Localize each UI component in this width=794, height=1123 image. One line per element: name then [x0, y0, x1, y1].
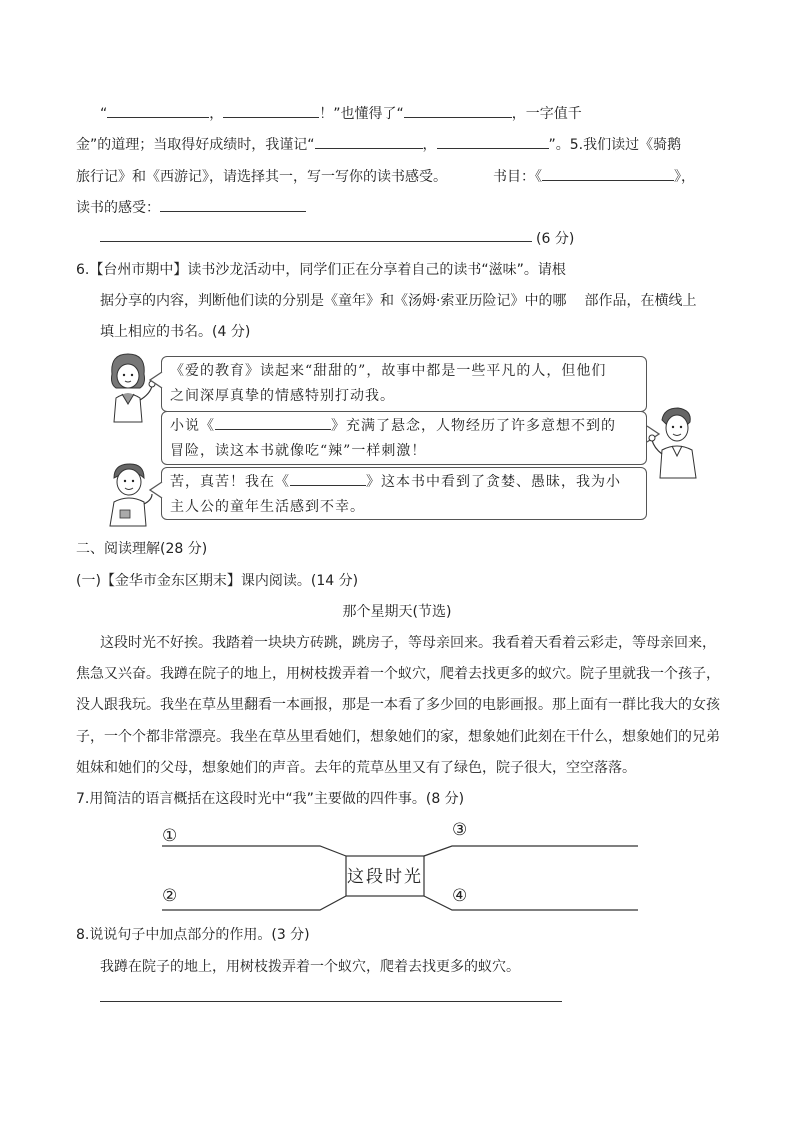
speech-bubble-2: 小说《 》充满了悬念，人物经历了许多意想不到的 冒险，读这本书就像吃“辣”一样刺激！	[161, 411, 647, 465]
answer-blank[interactable]	[437, 134, 549, 149]
q5-feeling-line: 读书的感受：	[76, 197, 306, 218]
q5-score: (6 分)	[536, 231, 575, 247]
bubble-2-blank[interactable]	[215, 415, 331, 430]
q4-line1: “ ， ！”也懂得了“ ，一字值千	[100, 103, 582, 124]
answer-blank[interactable]	[315, 134, 423, 149]
bubble-1-tail	[148, 370, 164, 390]
question-7: 7.用简洁的语言概括在这段时光中“我”主要做的四件事。(8 分)	[76, 791, 465, 807]
passage-line: 姐妹和她们的父母，想象她们的声音。去年的荒草丛里又有了绿色，院子很大，空空落落。	[76, 760, 636, 776]
feeling-blank[interactable]	[160, 197, 306, 212]
q5-line3: 旅行记》和《西游记》，请选择其一，写一写你的读书感受。 书目：《 》，	[76, 166, 695, 187]
circle-number-3: ③	[452, 820, 468, 840]
boy-left-illustration	[102, 460, 156, 528]
passage-title: 那个星期天(节选)	[342, 604, 452, 620]
passage-line: 这段时光不好挨。我踏着一块块方砖跳，跳房子，等母亲回来。我看着天看着云彩走，等母亲回来，	[100, 635, 716, 651]
q6-line1: 6.【台州市期中】读书沙龙活动中，同学们正在分享着自己的读书“滋味”。请根	[76, 262, 566, 278]
part-1-title: (一)【金华市金东区期末】课内阅读。(14 分)	[76, 573, 359, 589]
passage-line: 焦急又兴奋。我蹲在院子的地上，用树枝拨弄着一个蚁穴，爬着去找更多的蚁穴。院子里就我一个孩子，	[76, 666, 720, 682]
passage-line: 没人跟我玩。我坐在草丛里翻看一本画报，那是一本看了多少回的电影画报。那上面有一群比我大的女孩	[76, 697, 720, 713]
answer-blank[interactable]	[107, 103, 209, 118]
answer-blank[interactable]	[223, 103, 319, 118]
q4-line2: 金”的道理；当取得好成绩时，我谨记“ ， ”。5.我们读过《骑鹅	[76, 134, 681, 155]
answer-blank[interactable]	[404, 103, 512, 118]
question-8: 8.说说句子中加点部分的作用。(3 分)	[76, 927, 310, 943]
branch-line-2[interactable]	[162, 896, 346, 910]
q8-answer-line[interactable]	[100, 1001, 562, 1002]
passage-line: 子，一个个都非常漂亮。我坐在草丛里看她们，想象她们的家，想象她们此刻在干什么，想象她们的兄弟	[76, 729, 720, 745]
bubble-3-blank[interactable]	[290, 471, 366, 486]
center-label: 这段时光	[347, 867, 423, 887]
branch-line-1[interactable]	[162, 846, 346, 856]
book-title-blank[interactable]	[542, 166, 674, 181]
boy-right-illustration	[648, 404, 704, 480]
circle-number-4: ④	[452, 886, 468, 906]
q6-line3: 填上相应的书名。(4 分)	[100, 324, 251, 340]
circle-number-2: ②	[162, 886, 178, 906]
feeling-answer-line[interactable]	[100, 241, 532, 242]
circle-number-1: ①	[162, 826, 178, 846]
q6-line2: 据分享的内容，判断他们读的分别是《童年》和《汤姆·索亚历险记》中的哪 部作品，在横线上	[100, 293, 697, 309]
speech-bubble-1: 《爱的教育》读起来“甜甜的”，故事中都是一些平凡的人，但他们 之间深厚真挚的情感特别打动我。	[161, 356, 647, 412]
speech-bubble-3: 苦，真苦！我在《 》这本书中看到了贪婪、愚昧，我为小 主人公的童年生活感到不幸。	[161, 467, 647, 520]
branch-line-3[interactable]	[424, 846, 638, 856]
question-8-sentence: 我蹲在院子的地上，用树枝拨弄着一个蚁穴，爬着去找更多的蚁穴。	[100, 959, 520, 975]
section-2-title: 二、阅读理解(28 分)	[76, 541, 208, 557]
